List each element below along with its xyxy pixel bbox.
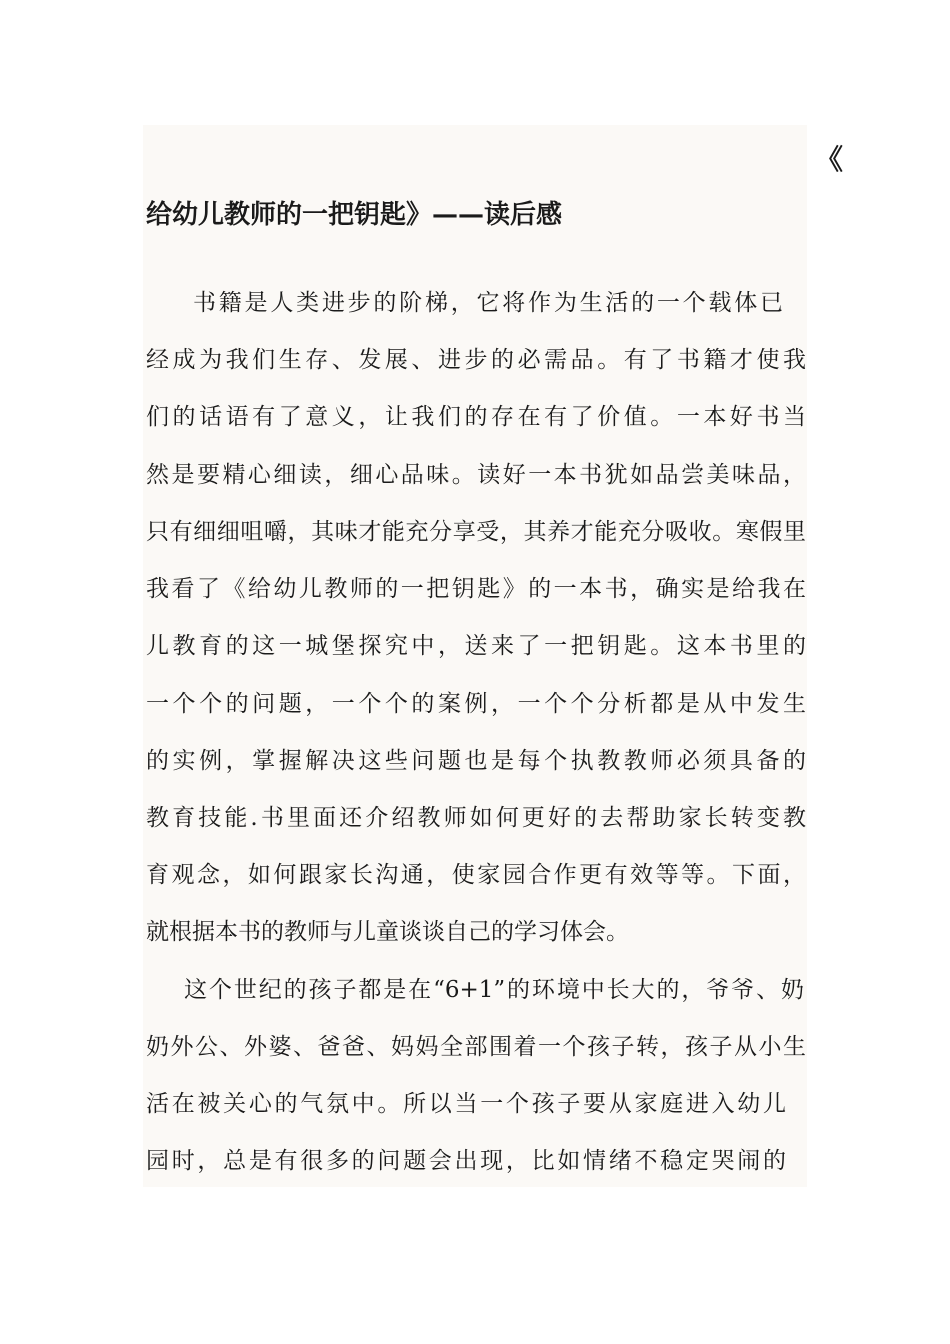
paragraph-1-line-8: 一个个的问题，一个个的案例，一个个分析都是从中发生 [146, 691, 806, 717]
paragraph-1-line-5: 只有细细咀嚼，其味才能充分享受，其养才能充分吸收。寒假里 [146, 519, 806, 545]
paragraph-1-line-7: 儿教育的这一城堡探究中，送来了一把钥匙。这本书里的 [146, 633, 806, 659]
paragraph-2-line-2: 奶外公、外婆、爸爸、妈妈全部围着一个孩子转，孩子从小生 [146, 1034, 806, 1060]
paragraph-1-line-6: 我看了《给幼儿教师的一把钥匙》的一本书，确实是给我在 [146, 576, 806, 602]
title-opening-mark: 《 [815, 143, 844, 176]
paragraph-2-line-1: 这个世纪的孩子都是在“6+1”的环境中长大的，爷爷、奶 [184, 977, 804, 1003]
paragraph-1-line-2: 经成为我们生存、发展、进步的必需品。有了书籍才使我 [146, 347, 806, 373]
paragraph-1-line-4: 然是要精心细读，细心品味。读好一本书犹如品尝美味品， [146, 462, 806, 488]
paragraph-1-line-3: 们的话语有了意义，让我们的存在有了价值。一本好书当 [146, 404, 806, 430]
paragraph-1-line-1: 书籍是人类进步的阶梯，它将作为生活的一个载体已 [193, 290, 783, 316]
paragraph-1-line-12: 就根据本书的教师与儿童谈谈自己的学习体会。 [146, 919, 629, 945]
paragraph-2-line-4: 园时，总是有很多的问题会出现，比如情绪不稳定哭闹的 [146, 1148, 786, 1174]
paragraph-1-line-11: 育观念，如何跟家长沟通，使家园合作更有效等等。下面， [146, 862, 806, 888]
paragraph-1-line-10: 教育技能.书里面还介绍教师如何更好的去帮助家长转变教 [146, 805, 806, 831]
paragraph-1-line-9: 的实例，掌握解决这些问题也是每个执教教师必须具备的 [146, 748, 806, 774]
document-title: 给幼儿教师的一把钥匙》——读后感 [146, 200, 563, 230]
paragraph-2-line-3: 活在被关心的气氛中。所以当一个孩子要从家庭进入幼儿 [146, 1091, 786, 1117]
